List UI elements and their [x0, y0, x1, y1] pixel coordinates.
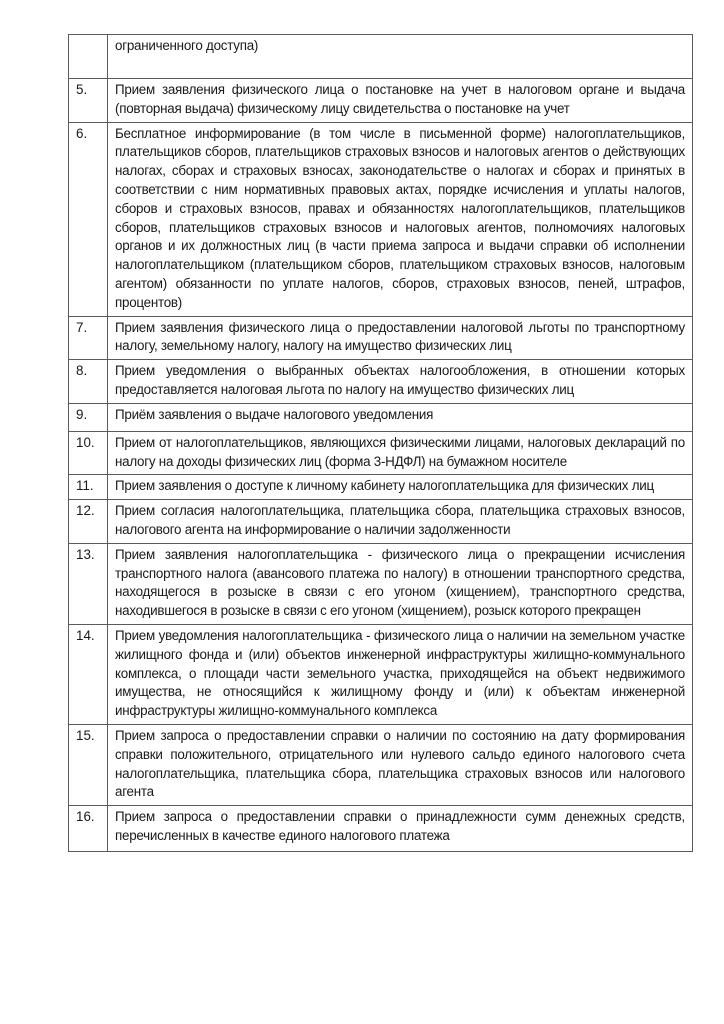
row-number: 5.	[69, 79, 108, 123]
row-text: Прием заявления физического лица о предоставлении налоговой льготы по транспортному налогу, земельному налогу, налогу на имущество физических лиц	[108, 316, 693, 360]
table-row	[69, 122, 693, 316]
row-number: 8.	[69, 360, 108, 404]
row-number: 15.	[69, 724, 108, 805]
table-row	[69, 431, 693, 475]
row-text: Бесплатное информирование (в том числе в письменной форме) налогоплательщиков, плательщиков сборов, плательщиков страховых взносов и налоговых агентов о действующих налогах, сборах и страховых взносах, законодательстве о налогах и сборах и принятых в соответствии с ним нормативных правовых актах, порядке исчисления и уплаты налогов, сборов и страховых взносов, правах и обязанностях налогоплательщиков, плательщиков сборов, плательщиков страховых взносов и налоговых агентов, полномочиях налоговых органов и их должностных лиц (в части приема запроса и выдачи справки об исполнении налогоплательщиком (плательщиком сборов, плательщиком страховых взносов, налоговым агентом) обязанности по уплате налогов, сборов, страховых взносов, пеней, штрафов, процентов)	[108, 122, 693, 316]
row-text: Прием согласия налогоплательщика, плательщика сбора, плательщика страховых взносов, налогового агента на информирование о наличии задолженности	[108, 500, 693, 544]
table-row	[69, 806, 693, 852]
table-row	[69, 475, 693, 500]
row-text: Прием запроса о предоставлении справки о принадлежности сумм денежных средств, перечисленных в качестве единого налогового платежа	[108, 806, 693, 852]
row-number: 10.	[69, 431, 108, 475]
row-text: Прием уведомления налогоплательщика - физического лица о наличии на земельном участке жилищного фонда и (или) объектов инженерной инфраструктуры жилищно-коммунального комплекса, о площади части земельного участка, приходящейся на объект недвижимого имущества, не относящийся к жилищному фонду и (или) к объектам инженерной инфраструктуры жилищно-коммунального комплекса	[108, 624, 693, 724]
row-number: 14.	[69, 624, 108, 724]
row-text: Прием от налогоплательщиков, являющихся физическими лицами, налоговых деклараций по налогу на доходы физических лиц (форма 3-НДФЛ) на бумажном носителе	[108, 431, 693, 475]
row-number: 6.	[69, 122, 108, 316]
row-number: 11.	[69, 475, 108, 500]
row-number: 12.	[69, 500, 108, 544]
table-row	[69, 724, 693, 805]
table-row	[69, 403, 693, 431]
row-number: 16.	[69, 806, 108, 852]
services-table	[68, 34, 693, 852]
row-number: 13.	[69, 543, 108, 624]
table-row	[69, 360, 693, 404]
row-text: Приём заявления о выдаче налогового уведомления	[108, 403, 693, 431]
table-row	[69, 316, 693, 360]
row-text: Прием заявления о доступе к личному кабинету налогоплательщика для физических лиц	[108, 475, 693, 500]
row-text: Прием уведомления о выбранных объектах налогообложения, в отношении которых предоставляется налоговая льгота по налогу на имущество физических лиц	[108, 360, 693, 404]
row-text: Прием заявления налогоплательщика - физического лица о прекращении исчисления транспортного налога (авансового платежа по налогу) в отношении транспортного средства, находящегося в розыске в связи с его угоном (хищением), транспортного средства, находившегося в розыске в связи с его угоном (хищением), розыск которого прекращен	[108, 543, 693, 624]
row-number: 7.	[69, 316, 108, 360]
table-row	[69, 500, 693, 544]
table-row	[69, 543, 693, 624]
row-text: ограниченного доступа)	[108, 35, 693, 79]
row-number	[69, 35, 108, 79]
table-row	[69, 624, 693, 724]
row-number: 9.	[69, 403, 108, 431]
table-row	[69, 35, 693, 79]
row-text: Прием запроса о предоставлении справки о наличии по состоянию на дату формирования справки положительного, отрицательного или нулевого сальдо единого налогового счета налогоплательщика, плательщика сбора, плательщика страховых взносов или налогового агента	[108, 724, 693, 805]
table-row	[69, 79, 693, 123]
row-text: Прием заявления физического лица о постановке на учет в налоговом органе и выдача (повторная выдача) физическому лицу свидетельства о постановке на учет	[108, 79, 693, 123]
